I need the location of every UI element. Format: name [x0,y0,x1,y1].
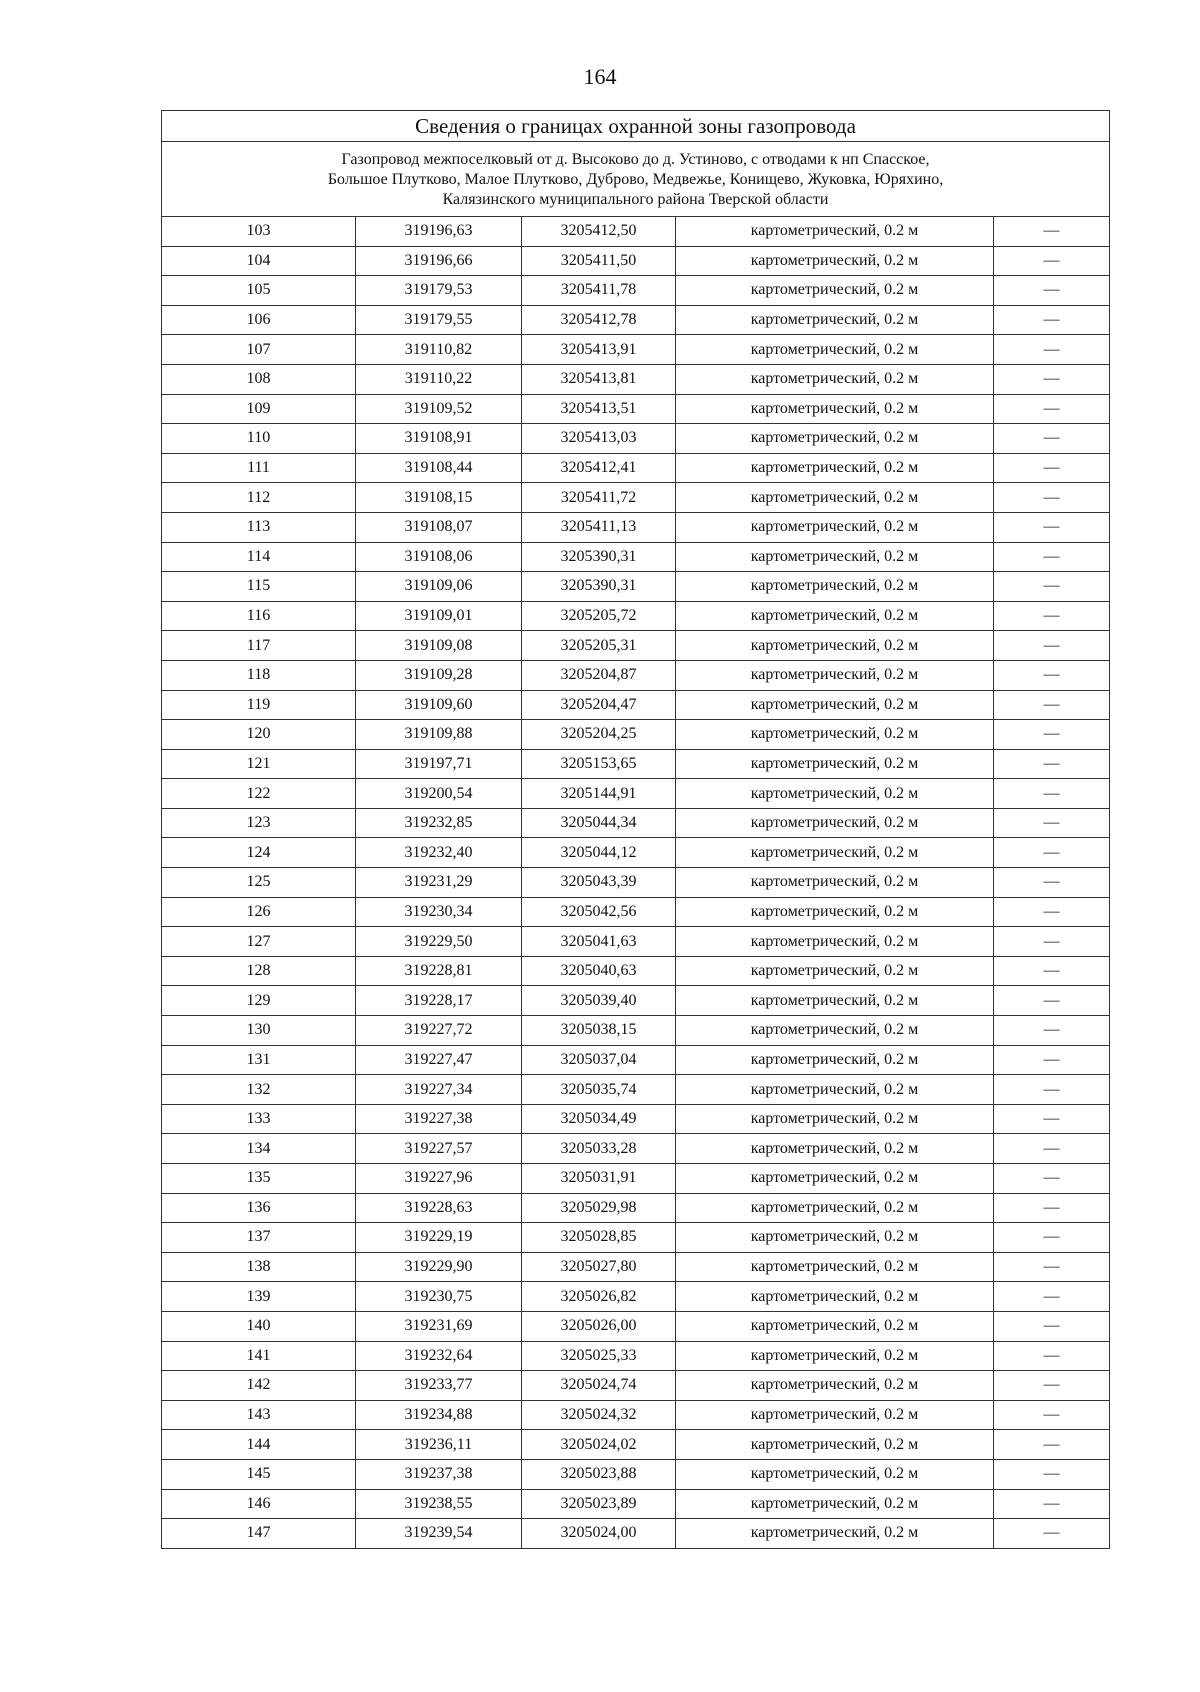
description-cell: — [994,690,1110,720]
x-coordinate-cell: 319227,34 [356,1075,522,1105]
x-coordinate-cell: 319233,77 [356,1371,522,1401]
subtitle-line: Большое Плутково, Малое Плутково, Дуброво, Медвежье, Конищево, Жуковка, Юряхино, [327,171,944,188]
table-row [162,512,1110,542]
y-coordinate-cell: 3205205,72 [522,601,676,631]
table-body [162,111,1110,1549]
x-coordinate-cell: 319108,91 [356,424,522,454]
y-coordinate-cell: 3205411,50 [522,246,676,276]
description-cell: — [994,779,1110,809]
method-cell: картометрический, 0.2 м [676,631,994,661]
point-number-cell: 115 [162,572,356,602]
point-number-cell: 124 [162,838,356,868]
point-number-cell: 134 [162,1134,356,1164]
method-cell: картометрический, 0.2 м [676,1400,994,1430]
y-coordinate-cell: 3205412,50 [522,217,676,247]
description-cell: — [994,956,1110,986]
method-cell: картометрический, 0.2 м [676,1075,994,1105]
method-cell: картометрический, 0.2 м [676,779,994,809]
description-cell: — [994,1223,1110,1253]
description-cell: — [994,749,1110,779]
y-coordinate-cell: 3205035,74 [522,1075,676,1105]
y-coordinate-cell: 3205027,80 [522,1252,676,1282]
method-cell: картометрический, 0.2 м [676,217,994,247]
point-number-cell: 143 [162,1400,356,1430]
description-cell: — [994,335,1110,365]
method-cell: картометрический, 0.2 м [676,1104,994,1134]
method-cell: картометрический, 0.2 м [676,542,994,572]
table-row [162,1016,1110,1046]
description-cell: — [994,512,1110,542]
x-coordinate-cell: 319228,17 [356,986,522,1016]
method-cell: картометрический, 0.2 м [676,1282,994,1312]
method-cell: картометрический, 0.2 м [676,572,994,602]
method-cell: картометрический, 0.2 м [676,424,994,454]
x-coordinate-cell: 319108,06 [356,542,522,572]
table-row [162,1282,1110,1312]
table-row [162,956,1110,986]
point-number-cell: 125 [162,868,356,898]
x-coordinate-cell: 319109,88 [356,720,522,750]
method-cell: картометрический, 0.2 м [676,808,994,838]
table-row [162,868,1110,898]
point-number-cell: 119 [162,690,356,720]
table-row [162,1075,1110,1105]
x-coordinate-cell: 319227,57 [356,1134,522,1164]
description-cell: — [994,1459,1110,1489]
point-number-cell: 138 [162,1252,356,1282]
description-cell: — [994,276,1110,306]
table-row [162,572,1110,602]
description-cell: — [994,1311,1110,1341]
method-cell: картометрический, 0.2 м [676,1459,994,1489]
table-row [162,217,1110,247]
x-coordinate-cell: 319230,34 [356,897,522,927]
table-title: Сведения о границах охранной зоны газопровода [162,111,1110,142]
table-row [162,276,1110,306]
y-coordinate-cell: 3205041,63 [522,927,676,957]
method-cell: картометрический, 0.2 м [676,1519,994,1549]
y-coordinate-cell: 3205042,56 [522,897,676,927]
point-number-cell: 140 [162,1311,356,1341]
method-cell: картометрический, 0.2 м [676,1134,994,1164]
table-row [162,690,1110,720]
y-coordinate-cell: 3205413,51 [522,394,676,424]
y-coordinate-cell: 3205144,91 [522,779,676,809]
x-coordinate-cell: 319179,55 [356,305,522,335]
point-number-cell: 132 [162,1075,356,1105]
table-row [162,1164,1110,1194]
point-number-cell: 117 [162,631,356,661]
point-number-cell: 113 [162,512,356,542]
point-number-cell: 108 [162,364,356,394]
point-number-cell: 104 [162,246,356,276]
description-cell: — [994,1045,1110,1075]
description-cell: — [994,838,1110,868]
x-coordinate-cell: 319109,28 [356,660,522,690]
x-coordinate-cell: 319227,38 [356,1104,522,1134]
point-number-cell: 116 [162,601,356,631]
y-coordinate-cell: 3205153,65 [522,749,676,779]
x-coordinate-cell: 319236,11 [356,1430,522,1460]
point-number-cell: 137 [162,1223,356,1253]
table-row [162,1341,1110,1371]
description-cell: — [994,1400,1110,1430]
table-row [162,720,1110,750]
method-cell: картометрический, 0.2 м [676,305,994,335]
x-coordinate-cell: 319232,85 [356,808,522,838]
description-cell: — [994,1252,1110,1282]
description-cell: — [994,394,1110,424]
description-cell: — [994,1371,1110,1401]
x-coordinate-cell: 319197,71 [356,749,522,779]
table-row [162,1311,1110,1341]
y-coordinate-cell: 3205031,91 [522,1164,676,1194]
y-coordinate-cell: 3205413,91 [522,335,676,365]
method-cell: картометрический, 0.2 м [676,660,994,690]
point-number-cell: 145 [162,1459,356,1489]
point-number-cell: 133 [162,1104,356,1134]
x-coordinate-cell: 319109,52 [356,394,522,424]
table-row [162,246,1110,276]
description-cell: — [994,986,1110,1016]
description-cell: — [994,424,1110,454]
description-cell: — [994,1519,1110,1549]
table-row [162,1193,1110,1223]
x-coordinate-cell: 319229,90 [356,1252,522,1282]
y-coordinate-cell: 3205204,47 [522,690,676,720]
table-row [162,1223,1110,1253]
description-cell: — [994,1075,1110,1105]
description-cell: — [994,1430,1110,1460]
point-number-cell: 109 [162,394,356,424]
x-coordinate-cell: 319231,29 [356,868,522,898]
table-row [162,453,1110,483]
x-coordinate-cell: 319229,19 [356,1223,522,1253]
x-coordinate-cell: 319196,66 [356,246,522,276]
x-coordinate-cell: 319109,01 [356,601,522,631]
point-number-cell: 131 [162,1045,356,1075]
method-cell: картометрический, 0.2 м [676,1016,994,1046]
y-coordinate-cell: 3205023,89 [522,1489,676,1519]
method-cell: картометрический, 0.2 м [676,601,994,631]
y-coordinate-cell: 3205413,81 [522,364,676,394]
point-number-cell: 110 [162,424,356,454]
y-coordinate-cell: 3205412,41 [522,453,676,483]
description-cell: — [994,483,1110,513]
x-coordinate-cell: 319232,64 [356,1341,522,1371]
table-row [162,483,1110,513]
point-number-cell: 106 [162,305,356,335]
method-cell: картометрический, 0.2 м [676,335,994,365]
y-coordinate-cell: 3205044,34 [522,808,676,838]
point-number-cell: 107 [162,335,356,365]
table-row [162,1134,1110,1164]
gas-pipeline-zone-table [161,110,1110,1549]
table-row [162,305,1110,335]
method-cell: картометрический, 0.2 м [676,1164,994,1194]
description-cell: — [994,927,1110,957]
method-cell: картометрический, 0.2 м [676,1311,994,1341]
description-cell: — [994,631,1110,661]
y-coordinate-cell: 3205037,04 [522,1045,676,1075]
description-cell: — [994,1016,1110,1046]
table-row [162,631,1110,661]
y-coordinate-cell: 3205205,31 [522,631,676,661]
point-number-cell: 144 [162,1430,356,1460]
x-coordinate-cell: 319109,08 [356,631,522,661]
point-number-cell: 123 [162,808,356,838]
description-cell: — [994,1164,1110,1194]
table-row [162,424,1110,454]
table-row [162,986,1110,1016]
method-cell: картометрический, 0.2 м [676,1430,994,1460]
point-number-cell: 130 [162,1016,356,1046]
x-coordinate-cell: 319232,40 [356,838,522,868]
table-row [162,1489,1110,1519]
description-cell: — [994,1489,1110,1519]
x-coordinate-cell: 319200,54 [356,779,522,809]
table-row [162,660,1110,690]
x-coordinate-cell: 319231,69 [356,1311,522,1341]
table-subtitle-row [162,142,1110,217]
method-cell: картометрический, 0.2 м [676,690,994,720]
y-coordinate-cell: 3205390,31 [522,542,676,572]
point-number-cell: 139 [162,1282,356,1312]
description-cell: — [994,808,1110,838]
y-coordinate-cell: 3205204,25 [522,720,676,750]
table-row [162,779,1110,809]
point-number-cell: 111 [162,453,356,483]
y-coordinate-cell: 3205038,15 [522,1016,676,1046]
table-row [162,1045,1110,1075]
y-coordinate-cell: 3205034,49 [522,1104,676,1134]
table-row [162,897,1110,927]
y-coordinate-cell: 3205028,85 [522,1223,676,1253]
point-number-cell: 118 [162,660,356,690]
point-number-cell: 141 [162,1341,356,1371]
description-cell: — [994,1134,1110,1164]
table-row [162,364,1110,394]
method-cell: картометрический, 0.2 м [676,986,994,1016]
x-coordinate-cell: 319237,38 [356,1459,522,1489]
point-number-cell: 126 [162,897,356,927]
description-cell: — [994,1104,1110,1134]
point-number-cell: 121 [162,749,356,779]
method-cell: картометрический, 0.2 м [676,1045,994,1075]
method-cell: картометрический, 0.2 м [676,1223,994,1253]
method-cell: картометрический, 0.2 м [676,838,994,868]
x-coordinate-cell: 319228,81 [356,956,522,986]
table-row [162,1430,1110,1460]
point-number-cell: 112 [162,483,356,513]
method-cell: картометрический, 0.2 м [676,483,994,513]
x-coordinate-cell: 319109,60 [356,690,522,720]
x-coordinate-cell: 319234,88 [356,1400,522,1430]
description-cell: — [994,868,1110,898]
description-cell: — [994,246,1110,276]
subtitle-line: Калязинского муниципального района Тверской области [442,191,829,208]
method-cell: картометрический, 0.2 м [676,512,994,542]
method-cell: картометрический, 0.2 м [676,1252,994,1282]
y-coordinate-cell: 3205023,88 [522,1459,676,1489]
point-number-cell: 127 [162,927,356,957]
table-row [162,335,1110,365]
method-cell: картометрический, 0.2 м [676,364,994,394]
method-cell: картометрический, 0.2 м [676,276,994,306]
description-cell: — [994,305,1110,335]
x-coordinate-cell: 319179,53 [356,276,522,306]
method-cell: картометрический, 0.2 м [676,749,994,779]
point-number-cell: 114 [162,542,356,572]
x-coordinate-cell: 319196,63 [356,217,522,247]
method-cell: картометрический, 0.2 м [676,956,994,986]
y-coordinate-cell: 3205024,00 [522,1519,676,1549]
description-cell: — [994,572,1110,602]
y-coordinate-cell: 3205029,98 [522,1193,676,1223]
method-cell: картометрический, 0.2 м [676,1371,994,1401]
y-coordinate-cell: 3205039,40 [522,986,676,1016]
y-coordinate-cell: 3205043,39 [522,868,676,898]
point-number-cell: 122 [162,779,356,809]
description-cell: — [994,542,1110,572]
x-coordinate-cell: 319227,72 [356,1016,522,1046]
y-coordinate-cell: 3205204,87 [522,660,676,690]
y-coordinate-cell: 3205413,03 [522,424,676,454]
point-number-cell: 147 [162,1519,356,1549]
y-coordinate-cell: 3205024,32 [522,1400,676,1430]
method-cell: картометрический, 0.2 м [676,1489,994,1519]
point-number-cell: 103 [162,217,356,247]
y-coordinate-cell: 3205390,31 [522,572,676,602]
table-row [162,749,1110,779]
description-cell: — [994,217,1110,247]
table-row [162,1519,1110,1549]
x-coordinate-cell: 319228,63 [356,1193,522,1223]
point-number-cell: 135 [162,1164,356,1194]
y-coordinate-cell: 3205024,02 [522,1430,676,1460]
description-cell: — [994,601,1110,631]
method-cell: картометрический, 0.2 м [676,868,994,898]
x-coordinate-cell: 319238,55 [356,1489,522,1519]
y-coordinate-cell: 3205026,00 [522,1311,676,1341]
method-cell: картометрический, 0.2 м [676,394,994,424]
y-coordinate-cell: 3205411,72 [522,483,676,513]
table-row [162,838,1110,868]
table-row [162,1104,1110,1134]
method-cell: картометрический, 0.2 м [676,897,994,927]
point-number-cell: 120 [162,720,356,750]
description-cell: — [994,897,1110,927]
method-cell: картометрический, 0.2 м [676,246,994,276]
y-coordinate-cell: 3205024,74 [522,1371,676,1401]
table-row [162,1459,1110,1489]
description-cell: — [994,364,1110,394]
y-coordinate-cell: 3205033,28 [522,1134,676,1164]
y-coordinate-cell: 3205026,82 [522,1282,676,1312]
table-row [162,394,1110,424]
description-cell: — [994,720,1110,750]
point-number-cell: 105 [162,276,356,306]
x-coordinate-cell: 319108,44 [356,453,522,483]
point-number-cell: 142 [162,1371,356,1401]
description-cell: — [994,1341,1110,1371]
x-coordinate-cell: 319110,22 [356,364,522,394]
table-row [162,1371,1110,1401]
point-number-cell: 128 [162,956,356,986]
x-coordinate-cell: 319227,47 [356,1045,522,1075]
x-coordinate-cell: 319108,07 [356,512,522,542]
y-coordinate-cell: 3205411,13 [522,512,676,542]
x-coordinate-cell: 319239,54 [356,1519,522,1549]
table-row [162,927,1110,957]
x-coordinate-cell: 319227,96 [356,1164,522,1194]
point-number-cell: 146 [162,1489,356,1519]
method-cell: картометрический, 0.2 м [676,453,994,483]
method-cell: картометрический, 0.2 м [676,927,994,957]
y-coordinate-cell: 3205040,63 [522,956,676,986]
description-cell: — [994,660,1110,690]
table-row [162,808,1110,838]
description-cell: — [994,1282,1110,1312]
x-coordinate-cell: 319110,82 [356,335,522,365]
page-number: 164 [583,64,617,89]
point-number-cell: 136 [162,1193,356,1223]
point-number-cell: 129 [162,986,356,1016]
description-cell: — [994,1193,1110,1223]
x-coordinate-cell: 319229,50 [356,927,522,957]
method-cell: картометрический, 0.2 м [676,720,994,750]
y-coordinate-cell: 3205411,78 [522,276,676,306]
x-coordinate-cell: 319230,75 [356,1282,522,1312]
table-subtitle [162,142,1110,217]
y-coordinate-cell: 3205025,33 [522,1341,676,1371]
method-cell: картометрический, 0.2 м [676,1341,994,1371]
x-coordinate-cell: 319108,15 [356,483,522,513]
subtitle-line: Газопровод межпоселковый от д. Высоково до д. Устиново, с отводами к нп Спасское, [341,151,930,168]
table-row [162,601,1110,631]
y-coordinate-cell: 3205044,12 [522,838,676,868]
description-cell: — [994,453,1110,483]
x-coordinate-cell: 319109,06 [356,572,522,602]
table-row [162,1252,1110,1282]
table-title-row [162,111,1110,142]
table-row [162,542,1110,572]
y-coordinate-cell: 3205412,78 [522,305,676,335]
method-cell: картометрический, 0.2 м [676,1193,994,1223]
table-row [162,1400,1110,1430]
